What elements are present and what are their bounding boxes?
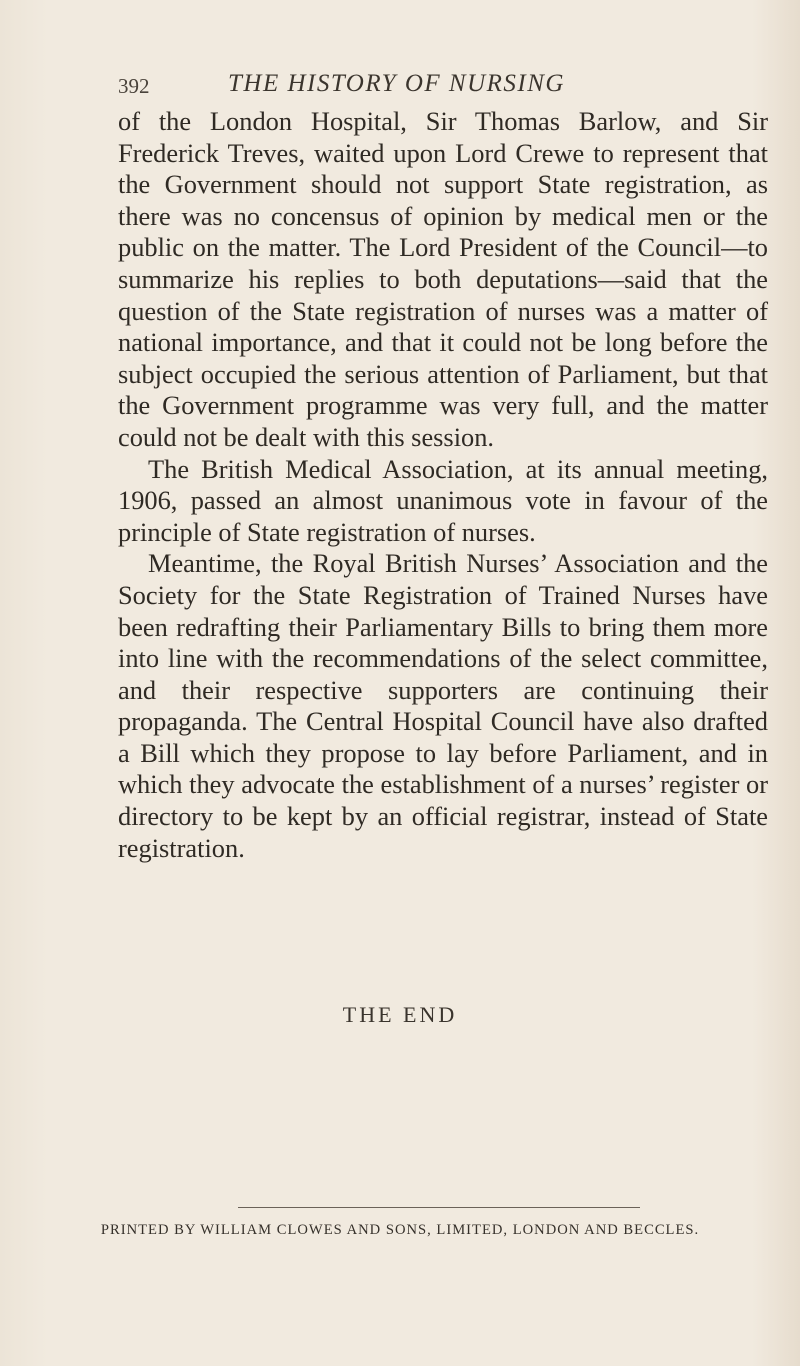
colophon-rule xyxy=(238,1207,640,1208)
paragraph-bma: The British Medical Association, at its annual meeting, 1906, passed an almost unanimous vote in favour of the principle of State registration of nurses. xyxy=(118,453,768,547)
running-title: THE HISTORY OF NURSING xyxy=(228,70,565,97)
the-end-mark: THE END xyxy=(342,1002,458,1027)
body-text xyxy=(118,106,768,864)
printer-colophon: PRINTED BY WILLIAM CLOWES AND SONS, LIMITED, LONDON AND BECCLES. xyxy=(100,1222,700,1238)
paragraph-continued: of the London Hospital, Sir Thomas Barlow, and Sir Frederick Treves, waited upon Lord Crewe to represent that the Government should not support State registration, as there was no concensus of opinion by medical men or the public on the matter. The Lord President of the Council—to summarize his replies to both deputations—said that the question of the State registration of nurses was a matter of national importance, and that it could not be long before the subject occupied the serious attention of Parliament, but that the Government programme was very full, and the matter could not be dealt with this session. xyxy=(118,106,768,452)
running-head xyxy=(118,70,678,106)
page-number: 392 xyxy=(118,74,150,98)
paragraph-meantime: Meantime, the Royal British Nurses’ Association and the Society for the State Registration of Trained Nurses have been redrafting their Parliamentary Bills to bring them more into line with the recommendations of the select committee, and their respective supporters are continuing their propaganda. The Central Hospital Council have also drafted a Bill which they propose to lay before Parliament, and in which they advocate the establishment of a nurses’ register or directory to be kept by an official registrar, instead of State registration. xyxy=(118,548,768,863)
